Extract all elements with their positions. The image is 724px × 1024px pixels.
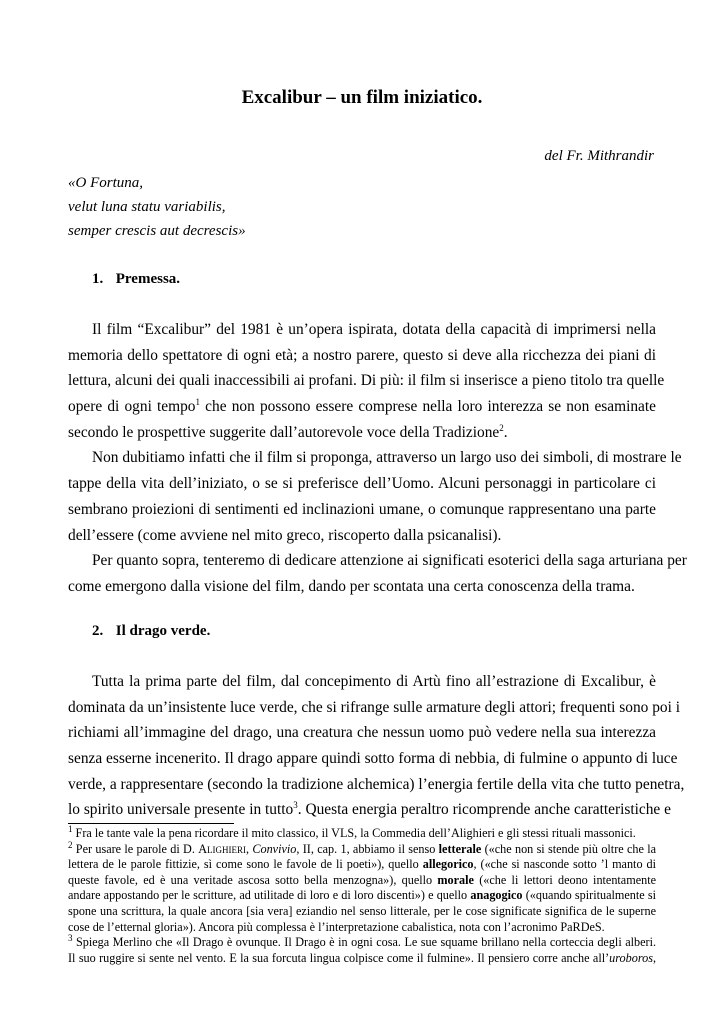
paragraph-line xyxy=(68,394,656,420)
author-name: Alighieri xyxy=(198,841,246,856)
section-heading-drago-verde xyxy=(92,623,210,640)
paragraph-line: dominata da un’insistente luce verde, che si rifrange sulle armature degli attori; frequenti sono poi i xyxy=(68,698,681,716)
paragraph-line: memoria dello spettatore di ogni età; a nostro parere, questo si deve alla ricchezza dei piani di xyxy=(68,346,656,364)
paragraph-line: Non dubitiamo infatti che il film si proponga, attraverso un largo uso dei simboli, di mostrare le xyxy=(92,449,682,467)
paragraph-line: Per quanto sopra, tenteremo di dedicare attenzione ai significati esoterici della saga arturiana per xyxy=(92,552,687,570)
paragraph-line: senza esserne incenerito. Il drago appare quindi sotto forma di nebbia, di fulmine o appunto di luce xyxy=(68,750,678,768)
paragraph-line: dell’essere (come avviene nel mito greco, riscoperto dalla psicanalisi). xyxy=(68,526,502,544)
paragraph-line: come emergono dalla visione del film, dando per scontata una certa conoscenza della trama. xyxy=(68,577,635,595)
epigraph-line: semper crescis aut decrescis» xyxy=(68,223,246,239)
line-text: . xyxy=(503,423,508,441)
footnote-text: («che non si stende più oltre che la xyxy=(481,841,656,856)
footnote-text: Spiega Merlino che «Il Drago è ovunque. Il Drago è in ogni cosa. Le sue squame brillano nella corteccia degli alberi. xyxy=(72,935,656,950)
footnote-2-line xyxy=(68,888,656,904)
section-heading-premessa xyxy=(92,271,180,288)
section-1-body xyxy=(68,317,687,600)
footnote-2-line xyxy=(68,873,656,889)
footnote-ref[interactable]: 2 xyxy=(499,422,504,433)
section-2-body xyxy=(68,669,685,823)
footnote-text: lettera de le parole fittizie, sì come sono le favole de li poeti»), quello xyxy=(68,857,423,872)
paragraph-line xyxy=(68,420,656,446)
footnote-mark: 2 xyxy=(68,839,73,850)
footnote-text: Fra le tante vale la pena ricordare il mito classico, il VLS, la Commedia dell’Alighieri e gli stessi rituali massonici. xyxy=(72,826,636,840)
paragraph-line: tappe della vita dell’iniziato, o se si preferisce dell’Uomo. Alcuni personaggi in particolare ci xyxy=(68,475,656,493)
line-text: opere di ogni tempo xyxy=(68,398,196,416)
author-line: del Fr. Mithrandir xyxy=(544,148,654,164)
work-title: Convivio xyxy=(252,841,297,856)
footnote-3-line xyxy=(68,951,656,967)
footnote-text: , II, cap. 1, abbiamo il senso xyxy=(296,841,439,856)
section-number: 2. xyxy=(92,623,104,639)
line-text: che non possono essere comprese nella loro interezza se non esaminate xyxy=(200,398,656,416)
section-title: Premessa. xyxy=(115,271,181,287)
footnote-text: andare appostando per le scritture, ad utilitade di loro e di loro discenti») e quello xyxy=(68,888,471,903)
emphasis-term: anagogico xyxy=(470,888,523,903)
epigraph-line: velut luna statu variabilis, xyxy=(68,199,226,215)
paragraph-line: verde, a rappresentare (secondo la tradizione alchemica) l’energia fertile della vita che tutto penetra, xyxy=(68,775,685,793)
line-text: lo spirito universale presente in tutto xyxy=(68,801,294,819)
paragraph-line: Il film “Excalibur” del 1981 è un’opera ispirata, dotata della capacità di imprimersi nella xyxy=(92,321,656,338)
footnote-text: Per usare le parole di D. xyxy=(72,841,199,856)
footnote-ref[interactable]: 1 xyxy=(195,396,200,407)
epigraph-line: «O Fortuna, xyxy=(68,175,143,191)
footnote-text: , xyxy=(652,950,656,965)
footnote-2-line xyxy=(68,839,656,858)
footnote-2-line: spone una scrittura, la quale ancora [sia vera] eziandio nel senso litterale, per le cose significate significa de le superne xyxy=(68,903,656,918)
footnote-text: queste favole, ed è una veritade ascosa sotto bella menzogna»), quello xyxy=(68,872,438,887)
emphasis-term: allegorico xyxy=(422,857,474,872)
paragraph-line: sembrano proiezioni di sentimenti ed inclinazioni umane, o comunque rappresentano una parte xyxy=(68,500,656,518)
footnote-text: , («che si nasconde sotto ’l manto di xyxy=(473,857,656,872)
section-title: Il drago verde. xyxy=(115,623,211,639)
paragraph-line: richiami all’immagine del drago, una creatura che nessun uomo può vedere nella sua interezza xyxy=(68,724,656,742)
footnote-text: («che li lettori deono intentamente xyxy=(473,872,656,887)
footnote-mark: 1 xyxy=(68,823,73,834)
footnote-text: Il suo ruggire si sente nel vento. E la sua forcuta lingua colpisce come il fulmine». Il pensiero corre anche all’ xyxy=(68,950,610,965)
footnotes xyxy=(68,823,656,966)
paragraph-line xyxy=(68,797,671,823)
section-number: 1. xyxy=(92,271,104,287)
paragraph-line: Tutta la prima parte del film, dal concepimento di Artù fino all’estrazione di Excalibur, è xyxy=(92,673,656,690)
footnote-2-line: cose de l’etternal gloria»). Ancora più complessa è l’interpretazione cabalistica, nota con l’acronimo PaRDeS. xyxy=(68,919,605,934)
footnote-1 xyxy=(68,823,656,842)
footnote-mark: 3 xyxy=(68,933,73,944)
line-text: . Questa energia peraltro ricomprende anche caratteristiche e xyxy=(297,801,671,819)
footnote-ref[interactable]: 3 xyxy=(293,800,298,811)
footnote-3-line xyxy=(68,935,656,951)
emphasis-term: letterale xyxy=(438,841,482,856)
footnote-separator xyxy=(68,823,234,824)
paragraph-line: lettura, alcuni dei quali inaccessibili ai profani. Di più: il film si inserisce a pieno titolo tra quelle xyxy=(68,372,665,390)
footnote-text: , xyxy=(246,841,253,856)
epigraph xyxy=(68,171,246,243)
footnote-2-line xyxy=(68,857,656,873)
document-title: Excalibur – un film iniziatico. xyxy=(241,87,483,108)
italic-term: uroboros xyxy=(609,950,653,965)
line-text: secondo le prospettive suggerite dall’autorevole voce della Tradizione xyxy=(68,423,500,441)
footnote-text: («quando spiritualmente si xyxy=(522,888,656,903)
emphasis-term: morale xyxy=(437,872,474,887)
